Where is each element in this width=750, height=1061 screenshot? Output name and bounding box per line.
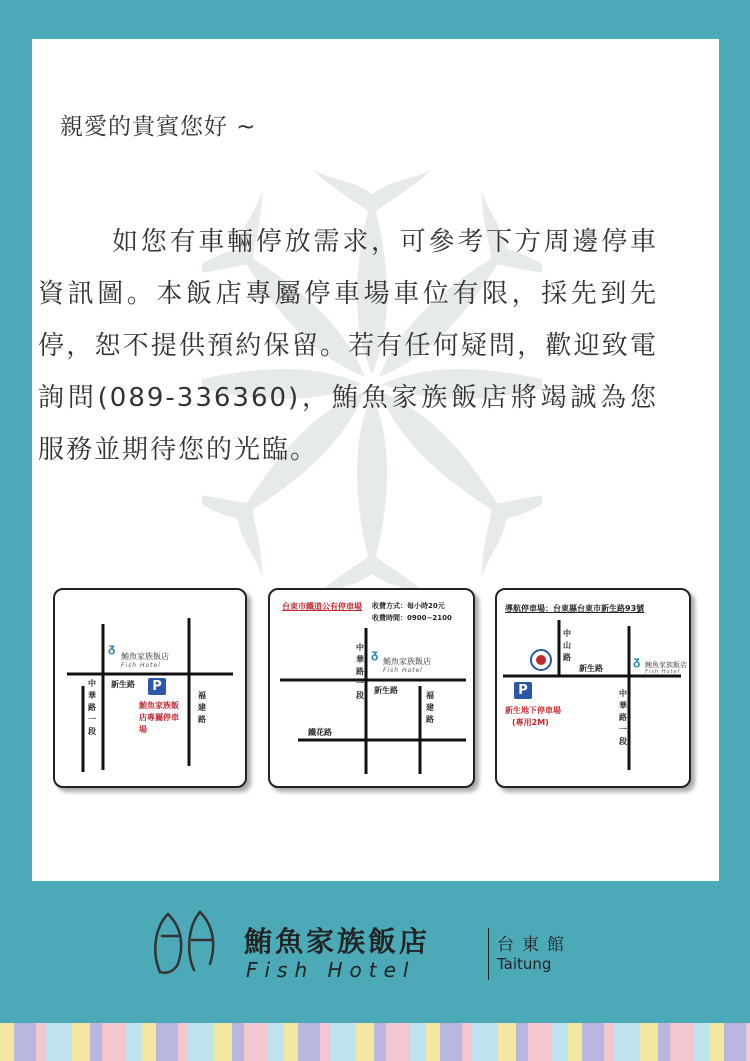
stripe xyxy=(614,1023,640,1061)
stripe xyxy=(746,1023,750,1061)
map1-road-zhonghua: 中華路一段 xyxy=(88,679,96,736)
stripe xyxy=(582,1023,604,1061)
stripe xyxy=(724,1023,746,1061)
stripe xyxy=(46,1023,72,1061)
stripe xyxy=(214,1023,232,1061)
map2-road-xinsheng: 新生路 xyxy=(374,686,398,695)
map1-parking-label: 鮪魚家族飯店專屬停車場 xyxy=(139,701,179,734)
map3-road-xinsheng: 新生路 xyxy=(579,664,603,673)
map2-road-fujian: 福建路 xyxy=(426,691,434,724)
map-hotel-parking xyxy=(53,588,247,788)
map3-hotel-sub: Fish Hotel xyxy=(645,669,680,675)
stripe xyxy=(156,1023,178,1061)
landmark-icon xyxy=(531,650,551,670)
parking-sign-icon: P xyxy=(514,682,532,699)
stripe xyxy=(658,1023,670,1061)
stripe xyxy=(710,1023,724,1061)
stripe xyxy=(568,1023,582,1061)
stripe xyxy=(178,1023,188,1061)
branch-name-zh: 台東館 xyxy=(497,935,572,955)
stripe xyxy=(472,1023,498,1061)
stripe xyxy=(604,1023,614,1061)
stripe xyxy=(0,1023,14,1061)
hotel-logo-icon: ᵹ xyxy=(371,647,379,661)
stripe xyxy=(320,1023,330,1061)
map3-title: 導航停車場：台東縣台東市新生路93號 xyxy=(505,604,645,613)
map2-hotel-name: 鮪魚家族飯店 xyxy=(383,657,431,666)
map2-road-tiehua: 鐵花路 xyxy=(308,728,332,737)
map-public-parking xyxy=(268,588,475,788)
stripe xyxy=(14,1023,36,1061)
brand-name-zh: 鮪魚家族飯店 xyxy=(244,925,431,958)
stripe xyxy=(516,1023,528,1061)
stripe xyxy=(102,1023,126,1061)
map1-road-xinsheng: 新生路 xyxy=(111,680,135,689)
map3-hotel-name: 鮪魚家族飯店 xyxy=(645,661,687,669)
stripe xyxy=(126,1023,142,1061)
stripe xyxy=(670,1023,694,1061)
map2-road-zhonghua: 中華路一段 xyxy=(356,643,364,700)
stripe xyxy=(298,1023,320,1061)
stripe xyxy=(244,1023,268,1061)
stripe xyxy=(188,1023,214,1061)
stripe xyxy=(426,1023,440,1061)
stripe xyxy=(410,1023,426,1061)
map3-road-zhongshan: 中山路 xyxy=(563,629,571,662)
stripe xyxy=(386,1023,410,1061)
map2-title: 台東市鐵道公有停車場 xyxy=(282,602,362,611)
parking-sign-icon: P xyxy=(148,678,166,695)
decorative-stripe-border xyxy=(0,1023,750,1061)
stripe xyxy=(528,1023,552,1061)
map2-fee: 收費方式：每小時20元 xyxy=(372,602,445,610)
hotel-logo-icon: ᵹ xyxy=(633,654,641,668)
map3-parking-label: 新生地下停車場 xyxy=(505,706,561,715)
branch-name-en: Taitung xyxy=(497,955,552,973)
map1-hotel-sub: Fish Hotel xyxy=(121,662,161,669)
stripe xyxy=(374,1023,386,1061)
map2-hotel-sub: Fish Hotel xyxy=(383,667,423,674)
map3-parking-note: (專用2M) xyxy=(512,718,549,727)
hotel-logo-icon: ᵹ xyxy=(108,641,116,655)
stripe xyxy=(440,1023,462,1061)
stripe xyxy=(640,1023,658,1061)
map1-road-fujian: 福建路 xyxy=(198,691,206,724)
stripe xyxy=(232,1023,244,1061)
stripe xyxy=(356,1023,374,1061)
stripe xyxy=(90,1023,102,1061)
map-navigation-parking xyxy=(495,588,691,788)
footer-divider xyxy=(488,928,489,980)
stripe xyxy=(498,1023,516,1061)
parking-notice-body: 如您有車輛停放需求，可參考下方周邊停車資訊圖。本飯店專屬停車場車位有限，採先到先停，恕不提供預約保留。若有任何疑問，歡迎致電詢問(089-336360)，鮪魚家族飯店將竭誠為您服務並期待您的光臨。 xyxy=(38,227,658,465)
stripe xyxy=(36,1023,46,1061)
brand-name-en: Fish Hotel xyxy=(246,958,416,982)
map1-hotel-name: 鮪魚家族飯店 xyxy=(121,652,169,661)
stripe xyxy=(142,1023,156,1061)
fish-hotel-logo-icon xyxy=(148,906,222,978)
map2-hours: 收費時間：0900~2100 xyxy=(372,614,452,622)
stripe xyxy=(462,1023,472,1061)
stripe xyxy=(552,1023,568,1061)
stripe xyxy=(330,1023,356,1061)
stripe xyxy=(694,1023,710,1061)
greeting-text: 親愛的貴賓您好 ~ xyxy=(60,114,257,140)
stripe xyxy=(284,1023,298,1061)
map3-road-zhonghua: 中華路一段 xyxy=(619,689,627,746)
stripe xyxy=(268,1023,284,1061)
stripe xyxy=(72,1023,90,1061)
